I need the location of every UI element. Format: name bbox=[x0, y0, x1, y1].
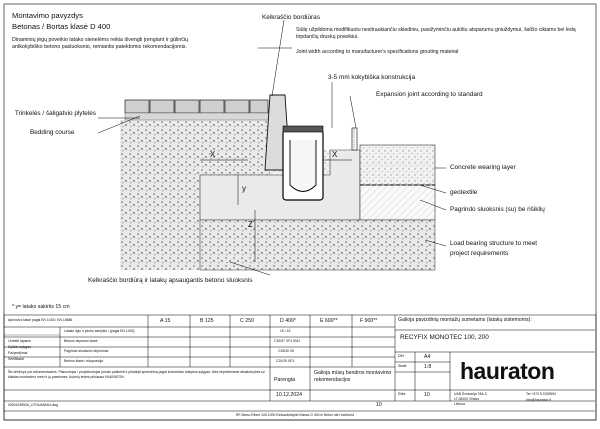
drawing-id: 00001295526_LITHUANIAN.dwg bbox=[8, 403, 58, 407]
label-wearing-layer: Concrete wearing layer bbox=[450, 164, 516, 171]
load-bearing-structure bbox=[200, 220, 435, 270]
class-col-5: E 600** bbox=[320, 318, 338, 324]
phone: Tel +370 5 2029554 bbox=[526, 392, 556, 396]
label-construction: 3-5 mm kokybiška konstrukcija bbox=[328, 74, 416, 81]
class-col-3: C 250 bbox=[240, 318, 254, 324]
title-description: Dinaminių jėgų poveikio latako sienelėms reikia išvengti įrengiant ir gūlinčių antkokybiško betono pasluoksnio, remiantis patektomis rekomendacijomis. bbox=[12, 37, 189, 50]
class-row-1-label: Latako ilgio ir pločio santykis / (pagal EN 1433) bbox=[64, 329, 135, 333]
dim-z: Z bbox=[248, 220, 253, 229]
label-curb: Kelkraščio bordiūras bbox=[262, 14, 320, 21]
concrete-wearing-layer bbox=[360, 145, 435, 185]
class-row-2-value: C30/37 XF4 XM1 bbox=[274, 339, 301, 343]
scale-label: Skalė bbox=[398, 364, 407, 368]
label-load-bearing-2: project requirements bbox=[450, 250, 509, 257]
address-line-2: LT-08100 Vilnius bbox=[454, 397, 479, 401]
class-row-4-label: Betono klasė / ekspozicija bbox=[64, 359, 104, 363]
class-col-6: F 900** bbox=[360, 318, 378, 324]
classes-head: Apkrovos klasė pagal EN 1433 / EN 15686 bbox=[8, 318, 73, 322]
version-label: Eilės bbox=[398, 392, 406, 396]
class-col-2: B 125 bbox=[200, 318, 214, 324]
titleblock-date: 10.12.2024 bbox=[276, 392, 302, 398]
label-compaction-note: Siūlę užpildoma modifikuotu nesitraukiančiu skiediniu, pasižyminčiu aukštu atsparumu gniuždymui, šalčio cikiams bei ledą tirpdančių druskų poveikiui. bbox=[296, 27, 576, 41]
titleblock-parengta-label: Parengta bbox=[274, 377, 296, 383]
bedding-course bbox=[125, 113, 270, 120]
titleblock-right-head: Galioja pavizdinių montažų sumetams (latakų sistemoms): bbox=[398, 317, 532, 323]
class-row-2-label: Betono stiprumo klasė bbox=[64, 339, 98, 343]
label-expansion-joint: Expansion joint according to standard bbox=[376, 91, 483, 98]
titleblock-galioja: Galioja mūsų bendros montavimo rekomendacijos bbox=[314, 370, 392, 383]
scale-value: 1:8 bbox=[424, 364, 432, 370]
label-geotextile: geotextile bbox=[450, 189, 478, 196]
din-value: A4 bbox=[424, 354, 431, 360]
label-base-course: Pagrindo sluoksnis (su) be rišiklių bbox=[450, 206, 545, 213]
title-line-1: Montavimo pavyzdys bbox=[12, 11, 83, 20]
legal-note: Šis brėžinys yra rekomendacinis. Planuotojas / projektuotojas privalo patikrinti ir pritaikyti sprendimą pagal konkrečias statybos sąlygas. Mes neprisiimame atsakomybės už klaidas montavimo metu ir jų pasekmes. Autorių teisės priklauso HAURATON. bbox=[8, 370, 265, 379]
class-row-1-value: 15 / 15 bbox=[280, 329, 291, 333]
drainage-channel bbox=[283, 126, 323, 200]
side-label-1: Lentelė lapams bbox=[8, 339, 31, 343]
base-course-right bbox=[360, 185, 435, 220]
label-joint-note: Joint width according to manufacturer's specifications grouting material bbox=[296, 49, 459, 55]
class-row-3-value: C25/30 X0 bbox=[278, 349, 295, 353]
class-row-4-value: C20/25 XF3 bbox=[276, 359, 295, 363]
dim-x-left: X bbox=[210, 150, 216, 159]
dim-x-right: X bbox=[332, 150, 338, 159]
titleblock-product: RECYFIX MONOTEC 100, 200 bbox=[400, 334, 489, 341]
email: info@hauraton.lt bbox=[526, 398, 551, 402]
dim-y: y bbox=[242, 184, 246, 193]
footer-title: RF-Mono-Rinne 100-1000 Einbaubeispiel Klasse D 400 in Beton mit Hochbord bbox=[236, 413, 354, 417]
side-label-4: Sertifikatai bbox=[8, 357, 24, 361]
label-concrete-bottom: Kelkraščio bordiūrą ir latakų apsaugantis betono sluoksnis bbox=[88, 277, 253, 284]
class-row-3-label: Pagrindo sluoksnio stiprumas bbox=[64, 349, 109, 353]
label-bedding: Bedding course bbox=[30, 129, 75, 136]
expansion-joint bbox=[352, 128, 357, 150]
din-label: DIN bbox=[398, 354, 404, 358]
footnote: * y= latako sakirtis 15 cm bbox=[12, 304, 70, 310]
address-line-3: Lietuva bbox=[454, 402, 465, 406]
label-paving: Trinkelės / šaligatvio plytelės bbox=[14, 110, 96, 117]
class-col-4: D 400* bbox=[280, 318, 296, 324]
paving-stones bbox=[125, 100, 268, 113]
title-line-2: Betonas / Bortas klasė D 400 bbox=[12, 22, 111, 31]
brand-logo: hauraton bbox=[460, 358, 555, 384]
side-label-3: Pažymėjimai bbox=[8, 351, 28, 355]
side-label-2: Dydžio sąlygos bbox=[8, 345, 31, 349]
version-value: 10 bbox=[424, 392, 430, 398]
sheet-number: 10 bbox=[376, 402, 382, 408]
class-col-1: A 15 bbox=[160, 318, 171, 324]
label-load-bearing-1: Load bearing structure to meet bbox=[450, 240, 538, 247]
address-line-1: UAB Šveicarija 78A-3 bbox=[454, 392, 487, 396]
